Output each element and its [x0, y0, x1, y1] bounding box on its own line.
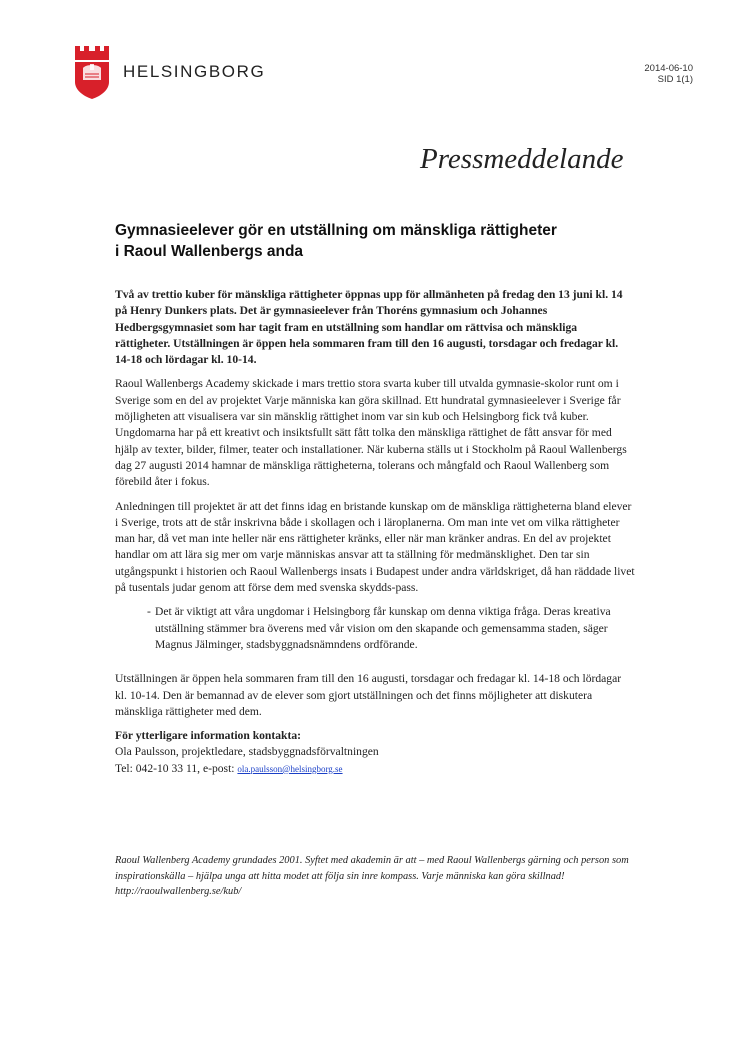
quote-block	[115, 604, 635, 653]
headline-line-2: i Raoul Wallenbergs anda	[115, 243, 304, 260]
helsingborg-crown-shield-icon	[73, 44, 111, 99]
body-paragraph-3: Utställningen är öppen hela sommaren fram till den 16 augusti, torsdagar och fredagar kl. 14-18 och lördagar kl. 10-14. Den är bemannad av de elever som gjort utställningen och det finns möjligheter att diskutera mänskliga rättigheter med dem.	[115, 672, 622, 718]
contact-heading: För ytterligare information kontakta:	[115, 729, 302, 743]
body-paragraph-2: Anledningen till projektet är att det finns idag en bristande kunskap om de mänskliga rättigheterna bland elever i Sverige, trots att de står inskrivna både i skollagen och i läroplanerna. Om man inte vet om vilka rättigheter man har, då vet man inte heller när ens rättigheter kränks, eller när man kränker andras. En del av projektet handlar om att lära sig mer om varje människas ansvar att ta ställning för medmänsklighet. Den tar sin utgångspunkt i historien och Raoul Wallenbergs insats i Budapest under andra världskriget, då han räddade livet på tusentals judar genom att förse dem med svenska skydds-pass.	[115, 499, 635, 595]
document-meta	[644, 63, 693, 85]
quote-dash: -	[147, 605, 151, 619]
contact-block	[115, 728, 635, 777]
page-number: SID 1(1)	[657, 74, 693, 85]
document-type: Pressmeddelande	[420, 143, 624, 175]
body-paragraph-1: Raoul Wallenbergs Academy skickade i mars trettio stora svarta kuber till utvalda gymnasie-skolor runt om i Sverige som en del av projektet Varje människa kan göra skillnad. Ett hundratal gymnasieelever i Sverige får möjligheten att visualisera var sin mänsklig rättighet inom var sin kub och Helsingborg fick två kuber. Ungdomarna har på ett kreativt och insiktsfullt sätt fått tolka den mänskliga rättighet de fått ansvar för med hjälp av texter, bilder, filmer, teater och installationer. När kuberna ställs ut i Stockholm på Raoul Wallenbergs dag 27 augusti 2014 hamnar de mänskliga rättigheterna, tolerans och mångfald och Raoul Wallenberg som förebild åter i fokus.	[115, 377, 627, 489]
headline-line-1: Gymnasieelever gör en utställning om mänskliga rättigheter	[115, 222, 557, 239]
footer-note: Raoul Wallenberg Academy grundades 2001. Syftet med akademin är att – med Raoul Wallenbergs gärning och person som inspirationskälla – hjälpa unga att hitta modet att följa sin inre kompass. Varje människa kan göra skillnad! http://raoulwallenberg.se/kub/	[115, 855, 629, 897]
lead-paragraph: Två av trettio kuber för mänskliga rättigheter öppnas upp för allmänheten på fredag den 13 juni kl. 14 på Henry Dunkers plats. Det är gymnasieelever från Thoréns gymnasium och Johannes Hedbergsgymnasiet som har tagit fram en utställning som handlar om rättvisa och mänskliga rättigheter. Utställningen är öppen hela sommaren fram till den 16 augusti, torsdagar och fredagar kl. 14-18 och lördagar kl. 10-14.	[115, 288, 623, 367]
contact-line	[115, 761, 635, 777]
contact-phone: Tel: 042-10 33 11, e-post:	[115, 761, 238, 775]
article-body	[115, 287, 635, 777]
page-title	[115, 220, 635, 262]
brand-name: HELSINGBORG	[123, 62, 266, 81]
quote-text: Det är viktigt att våra ungdomar i Helsingborg får kunskap om denna viktiga fråga. Deras kreativa utställning stämmer bra överens med vår vision om den skapande och gemensamma staden, säger Magnus Jälminger, stadsbyggnadsnämndens ordförande.	[155, 605, 611, 651]
contact-person: Ola Paulsson, projektledare, stadsbyggnadsförvaltningen	[115, 745, 379, 759]
document-date: 2014-06-10	[644, 63, 693, 74]
email-link[interactable]: ola.paulsson@helsingborg.se	[237, 763, 343, 774]
